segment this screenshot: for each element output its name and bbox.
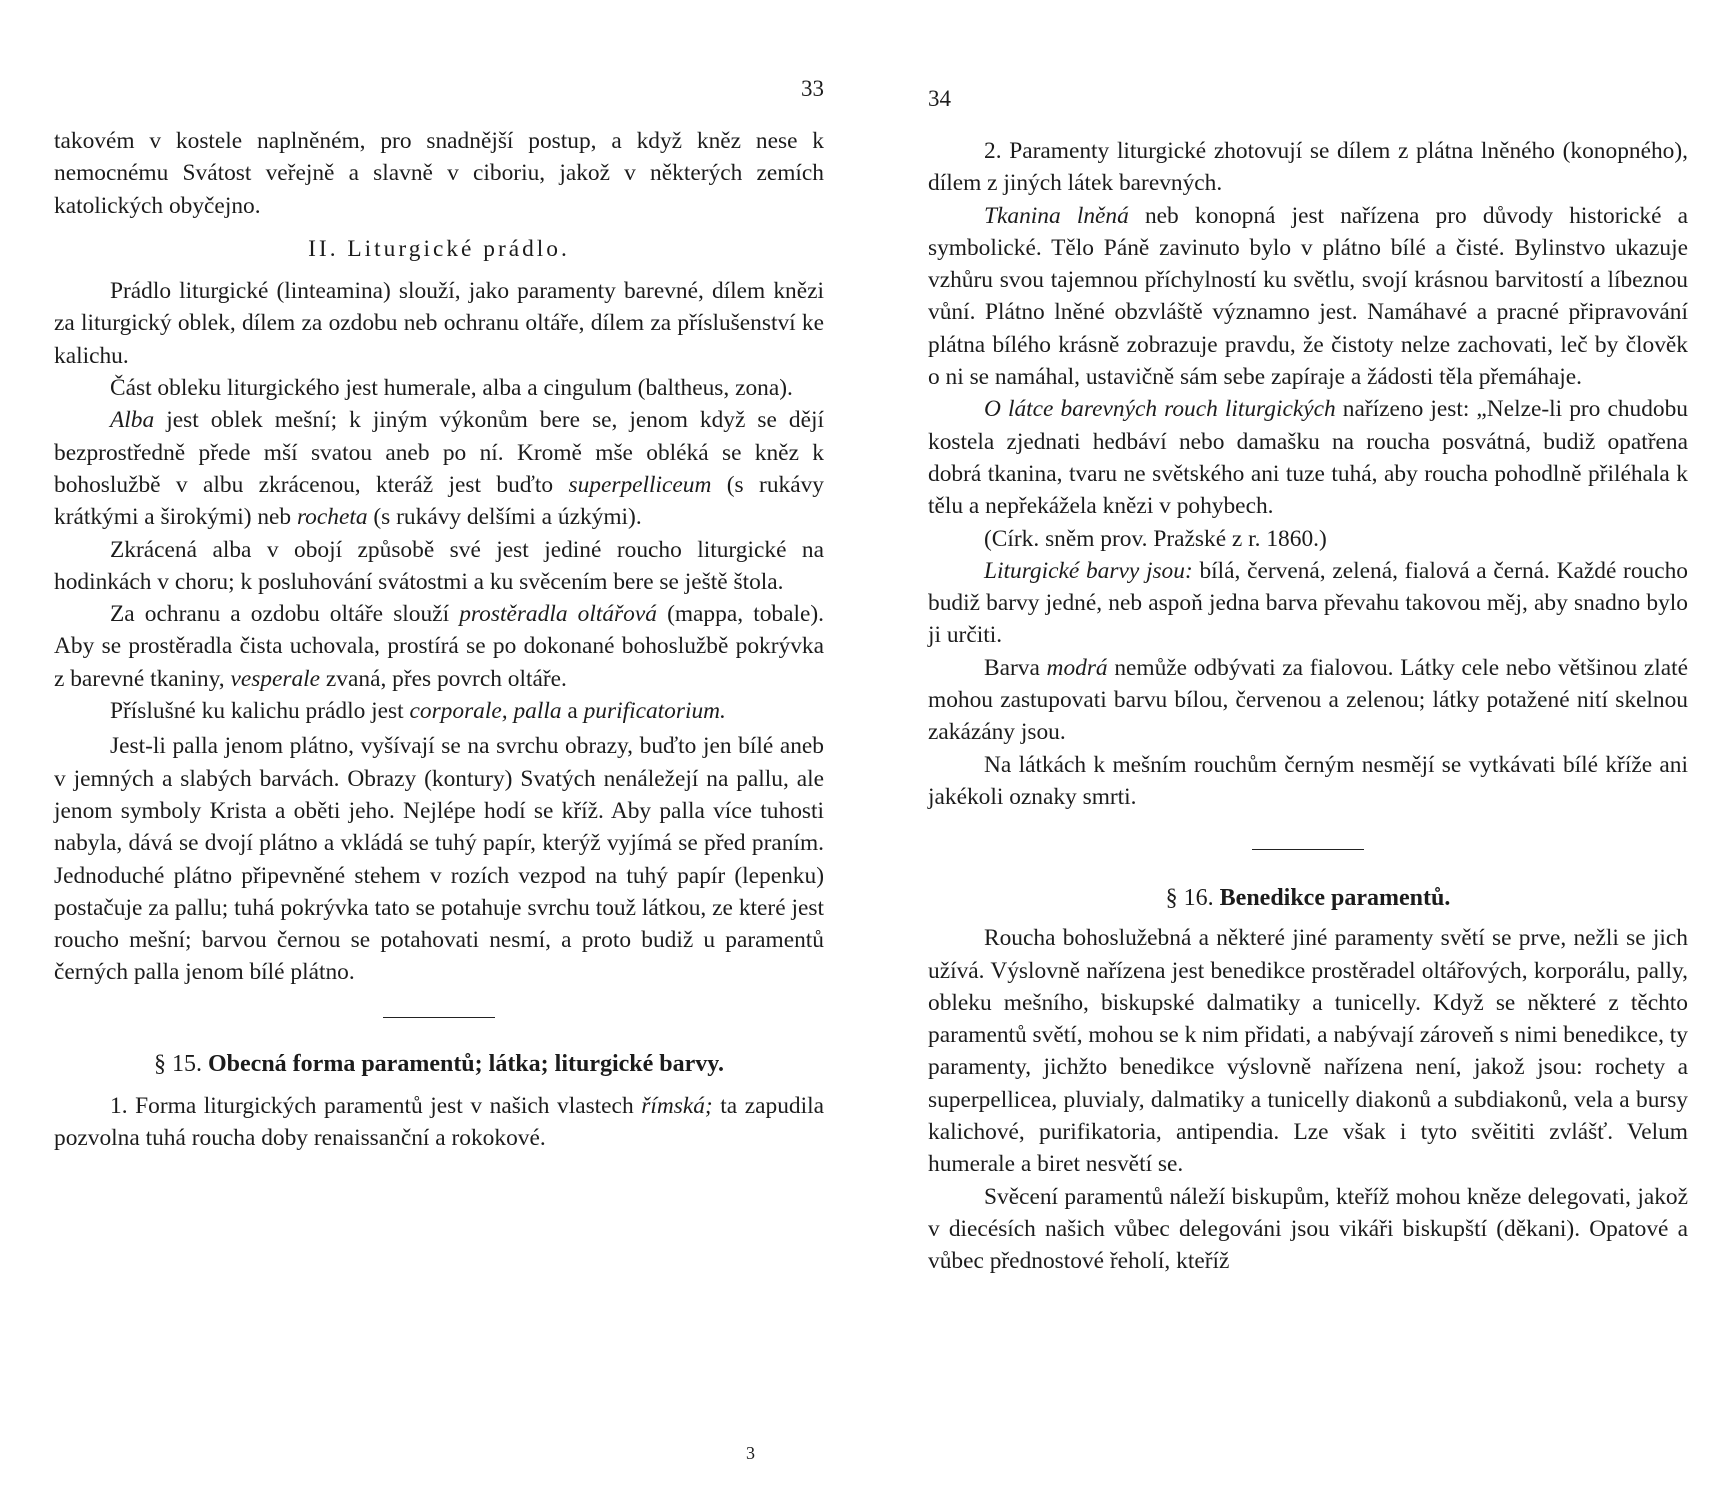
- paragraph: Na látkách k mešním rouchům černým nesmějí se vytkávati bílé kříže ani jakékoli oznaky smrti.: [928, 751, 1688, 810]
- page-number: 33: [801, 76, 824, 101]
- page-number: 34: [928, 86, 951, 111]
- right-page: [928, 0, 1688, 1500]
- paragraph: Svěcení paramentů náleží biskupům, kteříž mohou kněze delegovati, jakož v diecésích našich vůbec delegováni jsou vikáři biskupští (děkani). Opatové a vůbec přednostové řeholí, kteříž: [928, 1183, 1688, 1275]
- paragraph: 1. Forma liturgických paramentů jest v našich vlastech římská; ta zapudila pozvolna tuhá roucha doby renaissanční a rokokové.: [54, 1092, 824, 1152]
- paragraph: Část obleku liturgického jest humerale, alba a cingulum (baltheus, zona).: [110, 375, 793, 402]
- paragraph: Zkrácená alba v obojí způsobě své jest jediné roucho liturgické na hodinkách v choru; k posluhování svátostmi a ku svěcením bere se ještě štola.: [54, 536, 824, 595]
- sheet-signature: 3: [746, 1443, 755, 1463]
- paragraph: Jest-li palla jenom plátno, vyšívají se na svrchu obrazy, buďto jen bílé aneb v jemných a slabých barvách. Obrazy (kontury) Svatých nenáležejí na pallu, ale jenom symboly Krista a oběti jeho. Nejlépe hodí se kříž. Aby palla více tuhosti nabyla, dává se dvojí plátno a vkládá se tuhý papír, kterýž vyjímá se před praním. Jednoduché plátno připevněné stehem v rozích vezpod na tuhý papír (lepenku) postačuje za pallu; tuhá pokrývka tato se potahuje svrchu touž látkou, ze které jest roucho mešní; barvou černou se potahovati nesmí, a proto budiž u paramentů černých palla jenom bílé plátno.: [54, 733, 824, 986]
- paragraph: Alba jest oblek mešní; k jiným výkonům bere se, jenom když se dějí bezprostředně přede mší svatou aneb po ní. Kromě mše obléká se kněz k bohoslužbě v albu zkrácenou, kteráž jest buďto superpelliceum (s rukávy krátkými a širokými) neb rocheta (s rukávy delšími a úzkými).: [54, 407, 824, 531]
- citation: (Círk. sněm prov. Pražské z r. 1860.): [984, 525, 1327, 552]
- section-divider: [383, 1017, 495, 1018]
- continuation-paragraph: takovém v kostele naplněném, pro snadnější postup, a když kněz nese k nemocnému Svátost veřejně a slavně v ciboriu, jakož v některých zemích katolických obyčejno.: [54, 128, 824, 219]
- paragraph: Prádlo liturgické (linteamina) slouží, jako paramenty barevné, dílem knězi za liturgický oblek, dílem za ozdobu neb ochranu oltáře, dílem za příslušenství ke kalichu.: [54, 278, 824, 369]
- paragraph: Liturgické barvy jsou: bílá, červená, zelená, fialová a černá. Každé roucho budiž barvy jedné, neb aspoň jedna barva převahu takovou měj, aby snadno bylo ji určiti.: [928, 557, 1688, 649]
- paragraph: Za ochranu a ozdobu oltáře slouží prostěradla oltářová (mappa, tobale). Aby se prostěradla čista uchovala, prostírá se po dokonané bohoslužbě pokrývka z barevné tkaniny, vesperale zvaná, přes povrch oltáře.: [54, 601, 824, 692]
- paragraph: Barva modrá nemůže odbývati za fialovou. Látky cele nebo většinou zlaté mohou zastupovati barvu bílou, červenou a zelenou; látky potažené nití skelnou zakázány jsou.: [928, 654, 1689, 746]
- paragraph: Roucha bohoslužebná a některé jiné paramenty světí se prve, nežli se jich užívá. Výslovně nařízena jest benedikce prostěradel oltářových, korporálu, pally, obleku mešního, biskupské dalmatiky a tunicelly. Když se některé z těchto paramentů světí, mohou se k nim přidati, a nabývají zároveň s nimi benedikce, ty paramenty, jichžto benedikce výslovně nařízena není, jakož jsou: rochety a superpellicea, pluvialy, dalmatiky a tunicelly diakonů a subdiakonů, vela a bursy kalichové, purifikatoria, antipendia. Lze však i tyto svěititi zvlášť. Velum humerale a biret nesvětí se.: [928, 925, 1688, 1178]
- paragraph: Příslušné ku kalichu prádlo jest corporale, palla a purificatorium.: [110, 698, 726, 725]
- section-heading: § 16. Benedikce paramentů.: [1165, 885, 1451, 912]
- paragraph: 2. Paramenty liturgické zhotovují se dílem z plátna lněného (konopného), dílem z jiných látek barevných.: [928, 138, 1688, 197]
- paragraph: O látce barevných rouch liturgických nařízeno jest: „Nelze-li pro chudobu kostela zjednati hedbáví nebo damašku na roucha posvátná, budiž opatřena dobrá tkanina, tvaru ne světského ani tuze tuhá, aby roucha pohodlně přiléhala k tělu a nepřekážela knězi v pohybech.: [928, 396, 1688, 520]
- section-heading: § 15. Obecná forma paramentů; látka; liturgické barvy.: [154, 1050, 724, 1077]
- left-page: [54, 0, 824, 1500]
- left-page-text: [54, 125, 824, 1154]
- chapter-heading: II. Liturgické prádlo.: [308, 235, 570, 262]
- paragraph: Tkanina lněná neb konopná jest nařízena pro důvody historické a symbolické. Tělo Páně zavinuto bylo v plátno bílé a čisté. Bylinstvo ukazuje vzhůru svou tajemnou příchylností ku světlu, svojí krásnou barvitostí a líbeznou vůní. Plátno lněné obzvláště významno jest. Namáhavé a pracné připravování plátna bílého krásně zobrazuje pravdu, že čistoty nelze zachovati, leč by člověk o ni se namáhal, ustavičně sám sebe zapíraje a žádosti těla přemáhaje.: [928, 202, 1688, 391]
- section-divider: [1252, 849, 1364, 850]
- right-page-text: [928, 135, 1688, 1278]
